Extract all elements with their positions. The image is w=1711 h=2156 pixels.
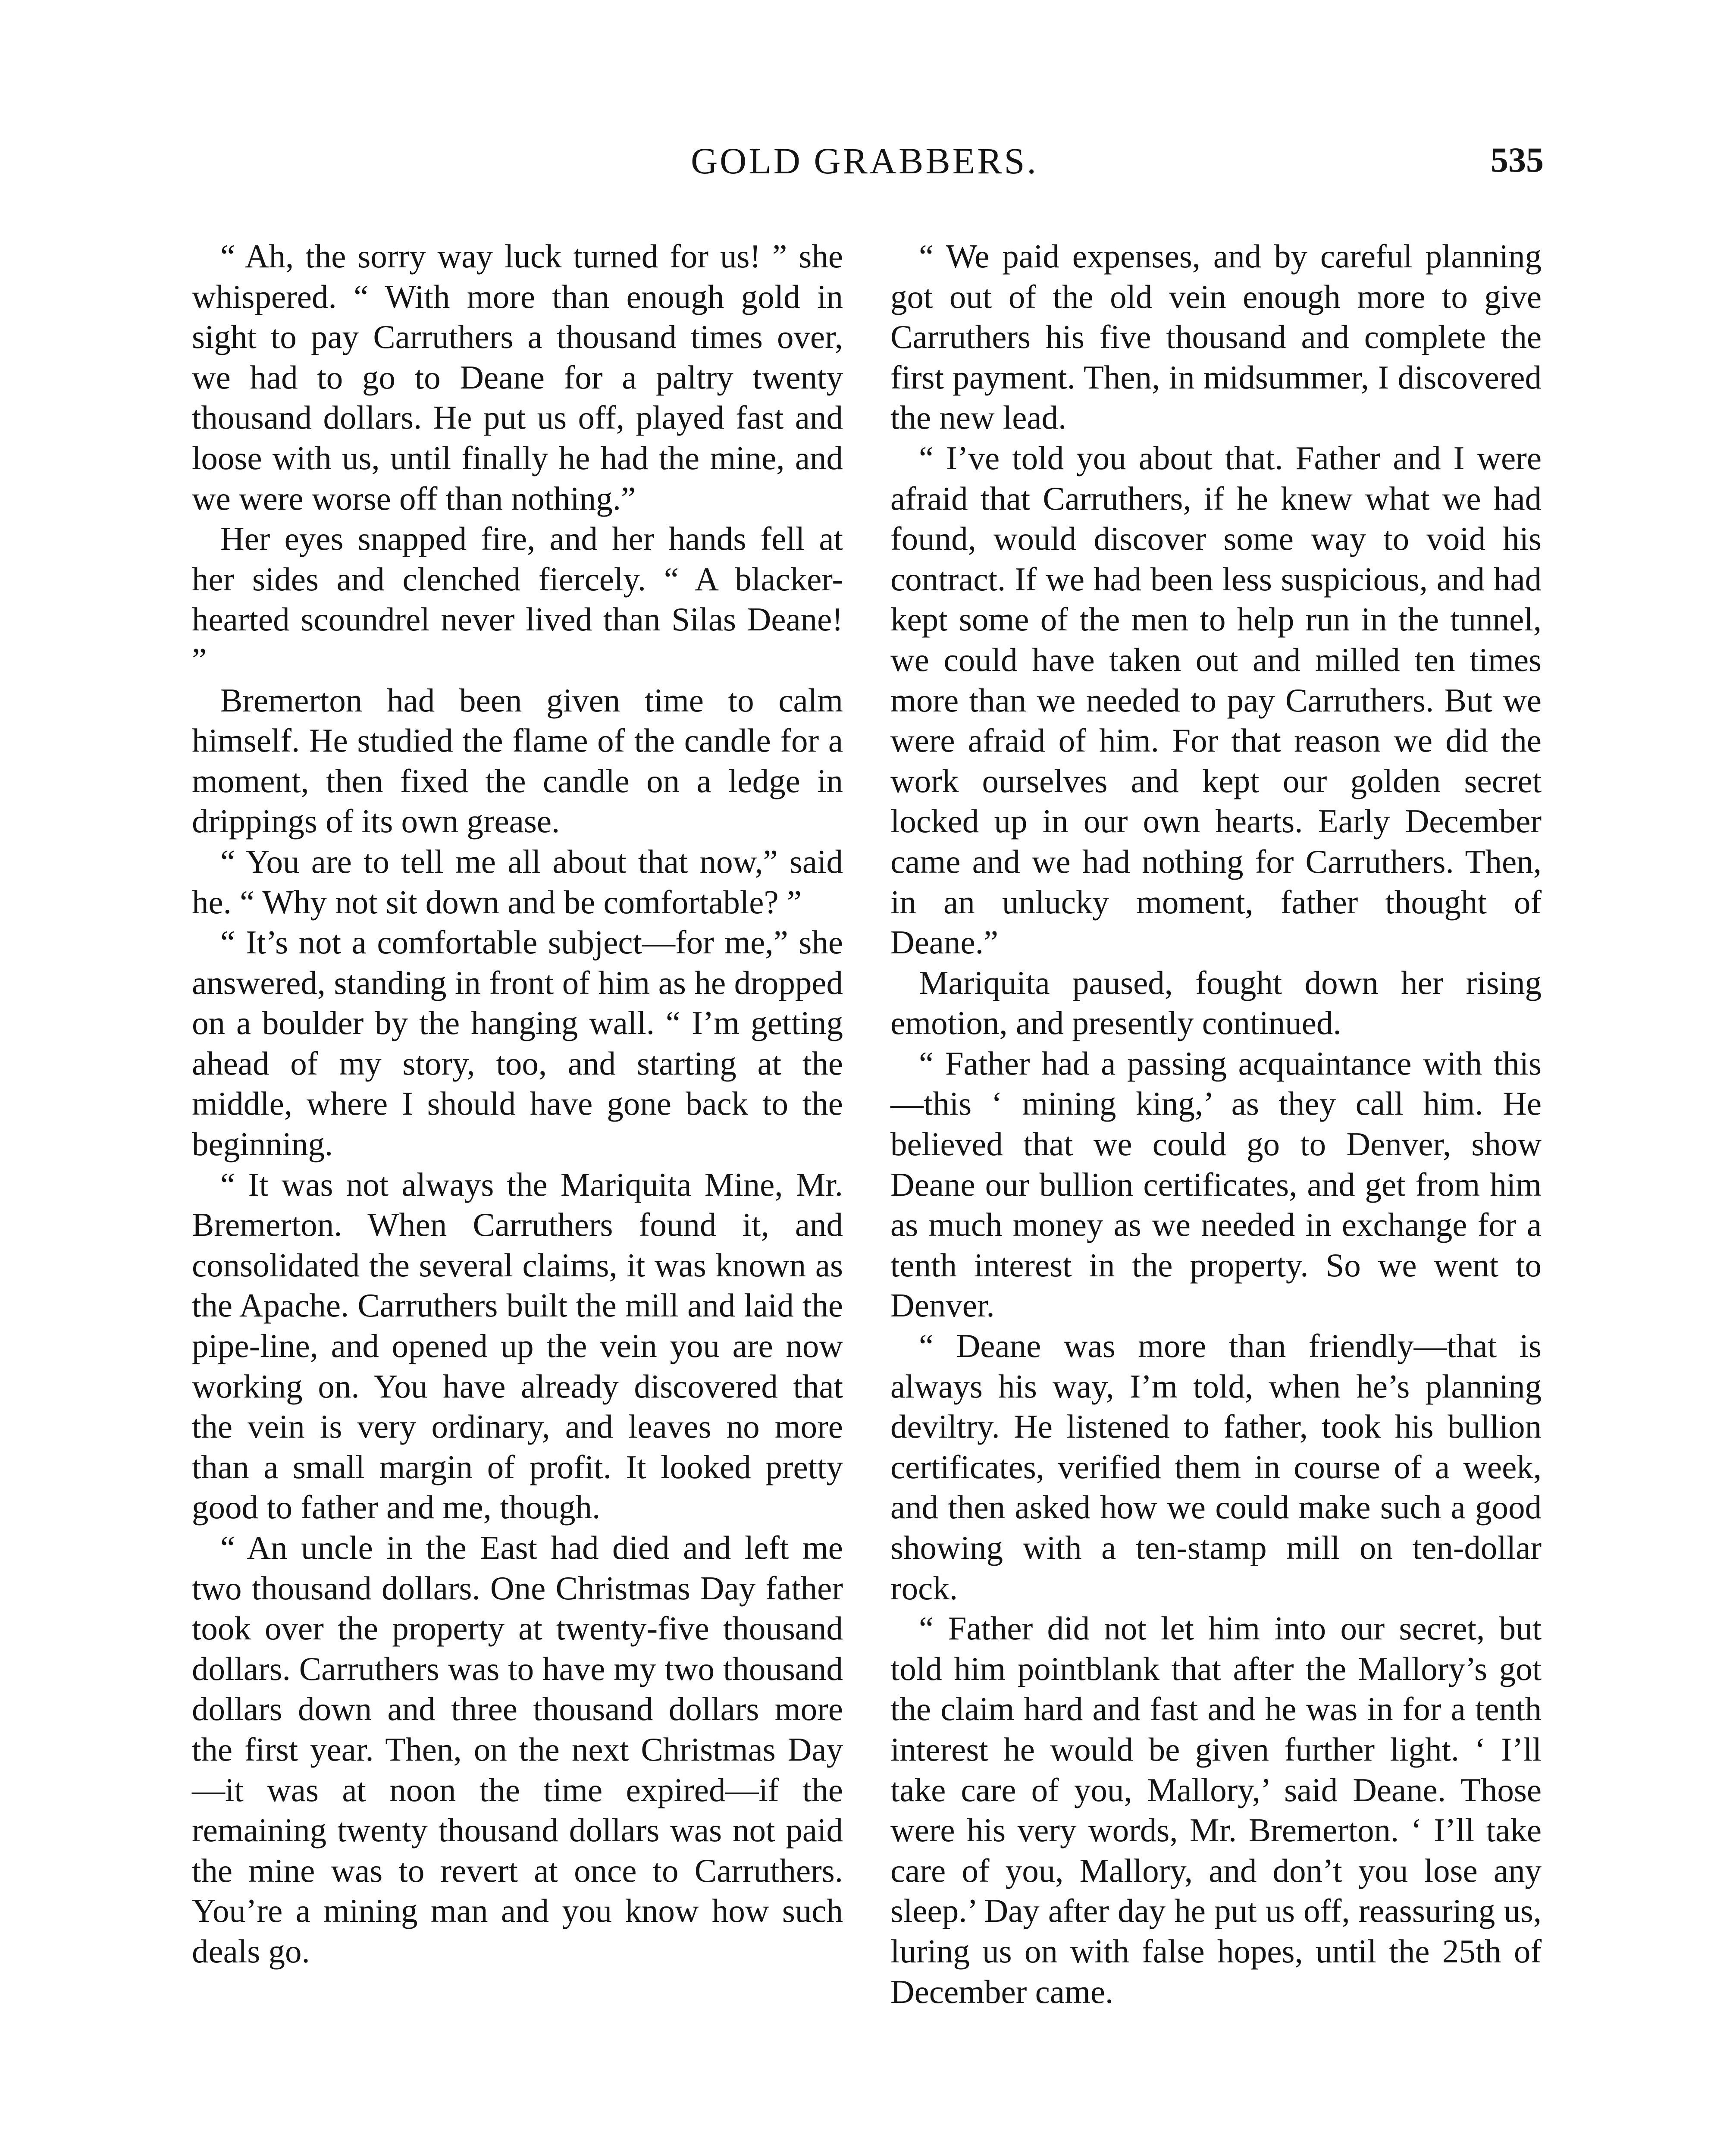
paragraph: “ Father had a passing acquaintance with this—this ‘ mining king,’ as they call him. He believed that we could go to Denver, show Deane our bullion certificates, and get from him as much money as we needed in exchange for a tenth interest in the property. So we went to Denver. [890,1044,1542,1324]
right-column [890,236,1542,2012]
left-column [192,236,843,1972]
paragraph: “ You are to tell me all about that now,” said he. “ Why not sit down and be comfortable? ” [192,843,843,921]
paragraph: Mariquita paused, fought down her rising emotion, and presently continued. [890,964,1542,1042]
paragraph: Her eyes snapped fire, and her hands fell at her sides and clenched fiercely. “ A blacker-hearted scoundrel never lived than Silas Deane! ” [192,520,843,678]
paragraph: “ Father did not let him into our secret, but told him pointblank that after the Mallory’s got the claim hard and fast and he was in for a tenth interest he would be given further light. ‘ I’ll take care of you, Mallory,’ said Deane. Those were his very words, Mr. Bremerton. ‘ I’ll take care of you, Mallory, and don’t you lose any sleep.’ Day after day he put us off, reassuring us, luring us on with false hopes, until the 25th of December came. [890,1610,1542,2010]
paragraph: “ I’ve told you about that. Father and I were afraid that Carruthers, if he knew what we had found, would discover some way to void his contract. If we had been less suspicious, and had kept some of the men to help run in the tunnel, we could have taken out and milled ten times more than we needed to pay Carruthers. But we were afraid of him. For that reason we did the work ourselves and kept our golden secret locked up in our own hearts. Early December came and we had nothing for Carruthers. Then, in an unlucky moment, father thought of Deane.” [890,439,1542,961]
paragraph: Bremerton had been given time to calm himself. He studied the flame of the candle for a moment, then fixed the candle on a ledge in drippings of its own grease. [192,681,843,840]
paragraph: “ An uncle in the East had died and left me two thousand dollars. One Christmas Day father took over the property at twenty-five thousand dollars. Carruthers was to have my two thousand dollars down and three thousand dollars more the first year. Then, on the next Christmas Day—it was at noon the time expired—if the remaining twenty thousand dollars was not paid the mine was to revert at once to Carruthers. You’re a mining man and you know how such deals go. [192,1529,843,1970]
paragraph: “ It’s not a comfortable subject—for me,” she answered, standing in front of him as he dropped on a boulder by the hanging wall. “ I’m getting ahead of my story, too, and starting at the middle, where I should have gone back to the beginning. [192,924,843,1163]
paragraph: “ Deane was more than friendly—that is always his way, I’m told, when he’s planning deviltry. He listened to father, took his bullion certificates, verified them in course of a week, and then asked how we could make such a good showing with a ten-stamp mill on ten-dollar rock. [890,1327,1542,1607]
running-title: GOLD GRABBERS. [691,140,1038,182]
paragraph: “ It was not always the Mariquita Mine, Mr. Bremerton. When Carruthers found it, and consolidated the several claims, it was known as the Apache. Carruthers built the mill and laid the pipe-line, and opened up the vein you are now working on. You have already discovered that the vein is very ordinary, and leaves no more than a small margin of profit. It looked pretty good to father and me, though. [192,1166,843,1526]
running-head [185,142,1544,194]
page-number: 535 [1491,140,1544,179]
paragraph: “ Ah, the sorry way luck turned for us! ” she whispered. “ With more than enough gold in sight to pay Carruthers a thousand times over, we had to go to Deane for a paltry twenty thousand dollars. He put us off, played fast and loose with us, until finally he had the mine, and we were worse off than nothing.” [192,238,843,517]
paragraph: “ We paid expenses, and by careful planning got out of the old vein enough more to give Carruthers his five thousand and complete the first payment. Then, in midsummer, I discovered the new lead. [890,238,1542,436]
